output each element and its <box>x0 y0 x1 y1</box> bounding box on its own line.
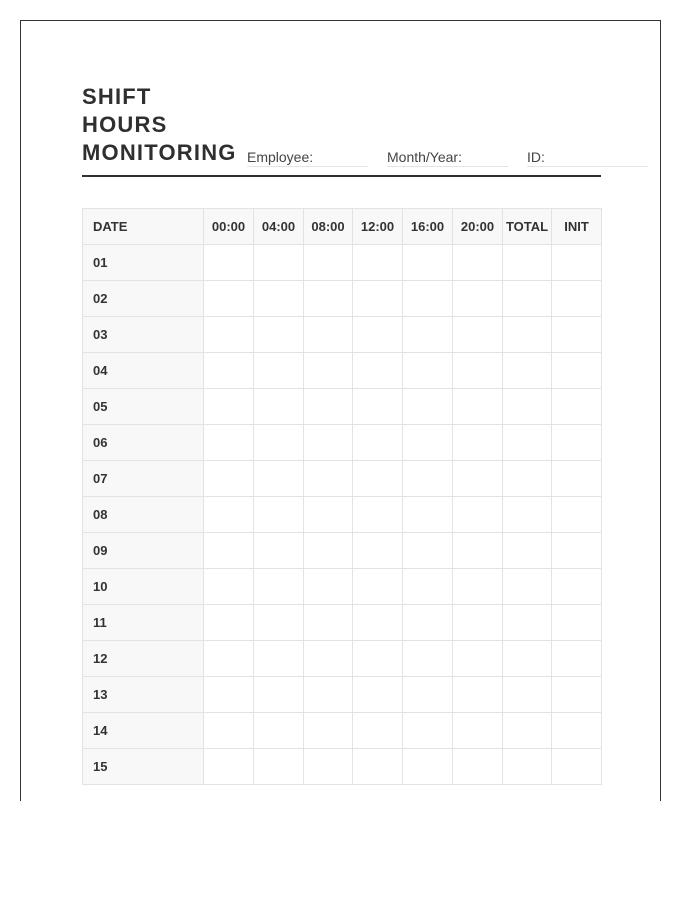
table-row <box>83 461 602 497</box>
date-cell: 14 <box>83 713 204 749</box>
entry-cell[interactable] <box>403 497 453 533</box>
entry-cell[interactable] <box>254 533 304 569</box>
entry-cell[interactable] <box>304 245 353 281</box>
entry-cell[interactable] <box>204 497 254 533</box>
entry-cell[interactable] <box>403 389 453 425</box>
column-header-2000: 20:00 <box>453 209 503 245</box>
entry-cell[interactable] <box>552 281 602 317</box>
entry-cell[interactable] <box>304 533 353 569</box>
entry-cell[interactable] <box>304 713 353 749</box>
entry-cell[interactable] <box>503 245 552 281</box>
entry-cell[interactable] <box>353 497 403 533</box>
table-row <box>83 497 602 533</box>
entry-cell[interactable] <box>254 425 304 461</box>
entry-cell[interactable] <box>204 677 254 713</box>
entry-cell[interactable] <box>552 713 602 749</box>
employee-label: Employee: <box>247 149 314 165</box>
entry-cell[interactable] <box>503 605 552 641</box>
date-cell: 11 <box>83 605 204 641</box>
entry-cell[interactable] <box>403 425 453 461</box>
entry-cell[interactable] <box>403 677 453 713</box>
entry-cell[interactable] <box>403 569 453 605</box>
entry-cell[interactable] <box>552 425 602 461</box>
entry-cell[interactable] <box>304 569 353 605</box>
entry-cell[interactable] <box>353 641 403 677</box>
entry-cell[interactable] <box>204 353 254 389</box>
header-divider <box>82 175 601 177</box>
entry-cell[interactable] <box>403 245 453 281</box>
entry-cell[interactable] <box>254 353 304 389</box>
entry-cell[interactable] <box>503 641 552 677</box>
title-line-2: HOURS <box>82 112 168 137</box>
entry-cell[interactable] <box>353 461 403 497</box>
entry-cell[interactable] <box>353 353 403 389</box>
entry-cell[interactable] <box>304 425 353 461</box>
entry-cell[interactable] <box>353 281 403 317</box>
entry-cell[interactable] <box>353 605 403 641</box>
entry-cell[interactable] <box>503 317 552 353</box>
column-header-0400: 04:00 <box>254 209 304 245</box>
entry-cell[interactable] <box>453 461 503 497</box>
date-cell: 05 <box>83 389 204 425</box>
entry-cell[interactable] <box>552 353 602 389</box>
entry-cell[interactable] <box>304 677 353 713</box>
entry-cell[interactable] <box>503 353 552 389</box>
table-row <box>83 317 602 353</box>
entry-cell[interactable] <box>304 749 353 785</box>
entry-cell[interactable] <box>453 245 503 281</box>
entry-cell[interactable] <box>204 641 254 677</box>
entry-cell[interactable] <box>304 389 353 425</box>
date-cell: 07 <box>83 461 204 497</box>
entry-cell[interactable] <box>204 245 254 281</box>
entry-cell[interactable] <box>552 641 602 677</box>
entry-cell[interactable] <box>353 749 403 785</box>
entry-cell[interactable] <box>204 533 254 569</box>
entry-cell[interactable] <box>403 461 453 497</box>
date-cell: 01 <box>83 245 204 281</box>
column-header-0800: 08:00 <box>304 209 353 245</box>
shift-hours-table <box>82 208 602 785</box>
entry-cell[interactable] <box>552 677 602 713</box>
entry-cell[interactable] <box>403 713 453 749</box>
entry-cell[interactable] <box>403 605 453 641</box>
column-header-1600: 16:00 <box>403 209 453 245</box>
entry-cell[interactable] <box>453 425 503 461</box>
employee-field[interactable] <box>247 148 368 167</box>
column-header-date: DATE <box>83 209 204 245</box>
entry-cell[interactable] <box>254 389 304 425</box>
entry-cell[interactable] <box>552 569 602 605</box>
entry-cell[interactable] <box>453 281 503 317</box>
entry-cell[interactable] <box>304 353 353 389</box>
entry-cell[interactable] <box>204 749 254 785</box>
table-row <box>83 677 602 713</box>
entry-cell[interactable] <box>353 713 403 749</box>
title-line-3: MONITORING <box>82 140 237 165</box>
table-row <box>83 281 602 317</box>
entry-cell[interactable] <box>254 461 304 497</box>
table-row <box>83 749 602 785</box>
table-header-row <box>83 209 602 245</box>
entry-cell[interactable] <box>304 641 353 677</box>
entry-cell[interactable] <box>403 353 453 389</box>
entry-cell[interactable] <box>503 749 552 785</box>
date-cell: 10 <box>83 569 204 605</box>
id-field[interactable] <box>527 148 648 167</box>
entry-cell[interactable] <box>204 389 254 425</box>
entry-cell[interactable] <box>353 425 403 461</box>
entry-cell[interactable] <box>204 461 254 497</box>
date-cell: 02 <box>83 281 204 317</box>
date-cell: 08 <box>83 497 204 533</box>
entry-cell[interactable] <box>453 569 503 605</box>
table-row <box>83 533 602 569</box>
entry-cell[interactable] <box>304 281 353 317</box>
entry-cell[interactable] <box>254 245 304 281</box>
column-header-init: INIT <box>552 209 602 245</box>
entry-cell[interactable] <box>254 749 304 785</box>
table-row <box>83 353 602 389</box>
table-body <box>83 245 602 785</box>
entry-cell[interactable] <box>503 497 552 533</box>
entry-cell[interactable] <box>453 533 503 569</box>
column-header-1200: 12:00 <box>353 209 403 245</box>
entry-cell[interactable] <box>552 749 602 785</box>
entry-cell[interactable] <box>304 317 353 353</box>
entry-cell[interactable] <box>204 713 254 749</box>
entry-cell[interactable] <box>503 389 552 425</box>
entry-cell[interactable] <box>304 497 353 533</box>
title-line-1: SHIFT <box>82 84 152 109</box>
entry-cell[interactable] <box>403 641 453 677</box>
entry-cell[interactable] <box>353 389 403 425</box>
entry-cell[interactable] <box>254 569 304 605</box>
date-cell: 12 <box>83 641 204 677</box>
entry-cell[interactable] <box>204 317 254 353</box>
entry-cell[interactable] <box>552 389 602 425</box>
entry-cell[interactable] <box>204 569 254 605</box>
entry-cell[interactable] <box>503 461 552 497</box>
date-cell: 09 <box>83 533 204 569</box>
entry-cell[interactable] <box>304 605 353 641</box>
entry-cell[interactable] <box>453 497 503 533</box>
entry-cell[interactable] <box>403 749 453 785</box>
month-year-label: Month/Year: <box>387 149 462 165</box>
entry-cell[interactable] <box>403 533 453 569</box>
table-row <box>83 245 602 281</box>
column-header-total: TOTAL <box>503 209 552 245</box>
entry-cell[interactable] <box>254 641 304 677</box>
entry-cell[interactable] <box>503 569 552 605</box>
id-label: ID: <box>527 149 545 165</box>
entry-cell[interactable] <box>254 317 304 353</box>
entry-cell[interactable] <box>503 425 552 461</box>
entry-cell[interactable] <box>254 677 304 713</box>
table-row <box>83 641 602 677</box>
entry-cell[interactable] <box>353 533 403 569</box>
entry-cell[interactable] <box>552 461 602 497</box>
entry-cell[interactable] <box>453 605 503 641</box>
table-row <box>83 713 602 749</box>
entry-cell[interactable] <box>453 749 503 785</box>
entry-cell[interactable] <box>453 317 503 353</box>
column-header-0000: 00:00 <box>204 209 254 245</box>
timesheet-page <box>20 20 661 801</box>
entry-cell[interactable] <box>503 677 552 713</box>
page-title <box>82 83 237 167</box>
entry-cell[interactable] <box>453 713 503 749</box>
table-row <box>83 569 602 605</box>
entry-cell[interactable] <box>552 497 602 533</box>
date-cell: 13 <box>83 677 204 713</box>
entry-cell[interactable] <box>552 605 602 641</box>
table-row <box>83 605 602 641</box>
entry-cell[interactable] <box>453 641 503 677</box>
entry-cell[interactable] <box>453 677 503 713</box>
entry-cell[interactable] <box>503 533 552 569</box>
entry-cell[interactable] <box>503 281 552 317</box>
entry-cell[interactable] <box>453 353 503 389</box>
entry-cell[interactable] <box>353 245 403 281</box>
table-row <box>83 389 602 425</box>
entry-cell[interactable] <box>254 605 304 641</box>
entry-cell[interactable] <box>254 281 304 317</box>
entry-cell[interactable] <box>552 317 602 353</box>
entry-cell[interactable] <box>353 317 403 353</box>
entry-cell[interactable] <box>552 533 602 569</box>
entry-cell[interactable] <box>403 281 453 317</box>
entry-cell[interactable] <box>204 425 254 461</box>
table-row <box>83 425 602 461</box>
entry-cell[interactable] <box>254 497 304 533</box>
month-year-field[interactable] <box>387 148 508 167</box>
entry-cell[interactable] <box>403 317 453 353</box>
entry-cell[interactable] <box>254 713 304 749</box>
entry-cell[interactable] <box>503 713 552 749</box>
entry-cell[interactable] <box>552 245 602 281</box>
entry-cell[interactable] <box>353 677 403 713</box>
date-cell: 03 <box>83 317 204 353</box>
date-cell: 04 <box>83 353 204 389</box>
entry-cell[interactable] <box>453 389 503 425</box>
entry-cell[interactable] <box>204 281 254 317</box>
entry-cell[interactable] <box>204 605 254 641</box>
date-cell: 15 <box>83 749 204 785</box>
entry-cell[interactable] <box>304 461 353 497</box>
entry-cell[interactable] <box>353 569 403 605</box>
date-cell: 06 <box>83 425 204 461</box>
